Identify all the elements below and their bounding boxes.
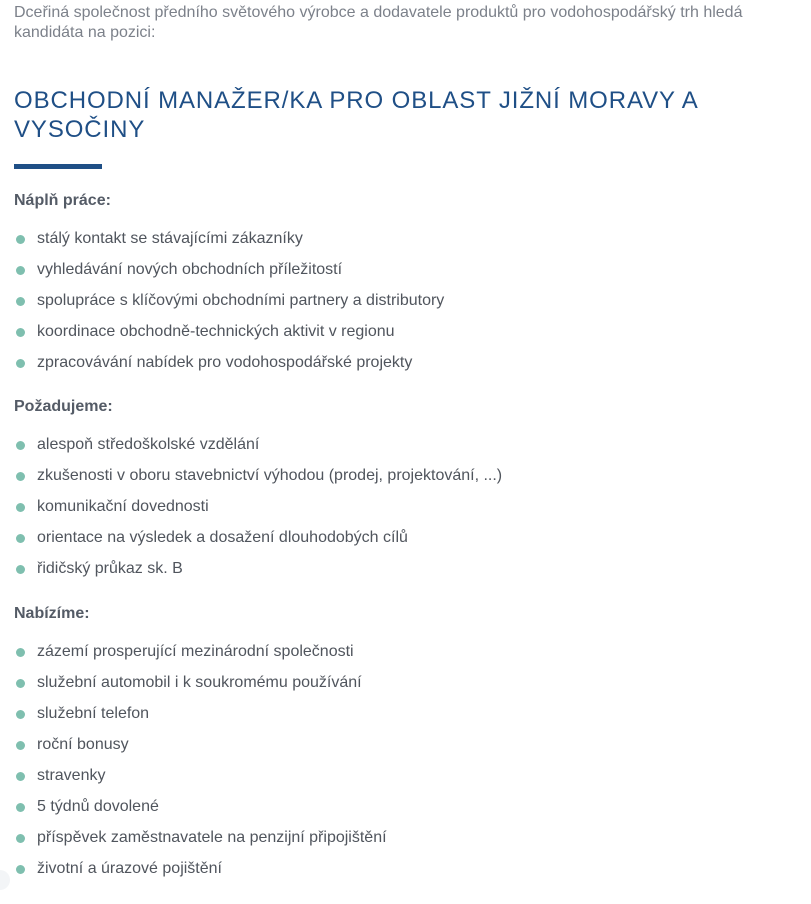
decorative-corner-shape [0, 870, 10, 890]
bullet-dot-icon [16, 503, 25, 512]
section-heading-pozadujeme: Požadujeme: [14, 398, 113, 415]
intro-text: Dceřiná společnost předního světového výrobce a dodavatele produktů pro vodohospodářský trh hledá kandidáta na pozici: [14, 4, 743, 41]
list-item [14, 323, 804, 354]
list-item [14, 736, 804, 767]
list-item-text: komunikační dovednosti [37, 498, 209, 515]
bullet-dot-icon [16, 710, 25, 719]
bullet-dot-icon [16, 834, 25, 843]
list-item [14, 767, 804, 798]
bullet-dot-icon [16, 772, 25, 781]
list-item-text: řidičský průkaz sk. B [37, 560, 183, 577]
bullet-dot-icon [16, 648, 25, 657]
list-item-text: vyhledávání nových obchodních příležitostí [37, 261, 343, 278]
bullet-dot-icon [16, 803, 25, 812]
job-title: OBCHODNÍ MANAŽER/KA PRO OBLAST JIŽNÍ MORAVY A VYSOČINY [14, 87, 698, 143]
bullet-dot-icon [16, 297, 25, 306]
list-item-text: orientace na výsledek a dosažení dlouhodobých cílů [37, 529, 408, 546]
bullet-dot-icon [16, 472, 25, 481]
list-pozadujeme [14, 436, 804, 584]
list-item-text: alespoň středoškolské vzdělání [37, 436, 260, 453]
list-nabizime [14, 643, 804, 884]
list-item [14, 261, 804, 292]
list-napln-prace [14, 230, 804, 378]
bullet-dot-icon [16, 266, 25, 275]
bullet-dot-icon [16, 865, 25, 874]
list-item-text: služební telefon [37, 705, 150, 722]
title-underline [14, 164, 102, 169]
list-item-text: stálý kontakt se stávajícími zákazníky [37, 230, 303, 247]
bullet-dot-icon [16, 328, 25, 337]
list-item-text: zpracovávání nabídek pro vodohospodářské projekty [37, 354, 413, 371]
list-item-text: příspěvek zaměstnavatele na penzijní připojištění [37, 829, 387, 846]
bullet-dot-icon [16, 679, 25, 688]
bullet-dot-icon [16, 359, 25, 368]
section-heading-nabizime: Nabízíme: [14, 605, 90, 622]
list-item [14, 354, 804, 378]
list-item [14, 643, 804, 674]
list-item [14, 498, 804, 529]
list-item [14, 436, 804, 467]
list-item-text: roční bonusy [37, 736, 129, 753]
list-item [14, 230, 804, 261]
list-item [14, 798, 804, 829]
list-item [14, 860, 804, 884]
bullet-dot-icon [16, 441, 25, 450]
section-heading-napln-prace: Náplň práce: [14, 192, 111, 209]
list-item-text: zkušenosti v oboru stavebnictví výhodou (prodej, projektování, ...) [37, 467, 503, 484]
job-posting [14, 0, 804, 884]
bullet-dot-icon [16, 565, 25, 574]
bullet-dot-icon [16, 235, 25, 244]
bullet-dot-icon [16, 741, 25, 750]
list-item-text: stravenky [37, 767, 106, 784]
list-item [14, 829, 804, 860]
list-item [14, 529, 804, 560]
list-item-text: životní a úrazové pojištění [37, 860, 222, 877]
list-item-text: 5 týdnů dovolené [37, 798, 159, 815]
list-item-text: služební automobil i k soukromému používání [37, 674, 362, 691]
list-item [14, 292, 804, 323]
bullet-dot-icon [16, 534, 25, 543]
list-item-text: zázemí prosperující mezinárodní společnosti [37, 643, 354, 660]
list-item [14, 467, 804, 498]
list-item [14, 560, 804, 584]
list-item-text: koordinace obchodně-technických aktivit v regionu [37, 323, 395, 340]
list-item [14, 674, 804, 705]
list-item [14, 705, 804, 736]
list-item-text: spolupráce s klíčovými obchodními partnery a distributory [37, 292, 445, 309]
